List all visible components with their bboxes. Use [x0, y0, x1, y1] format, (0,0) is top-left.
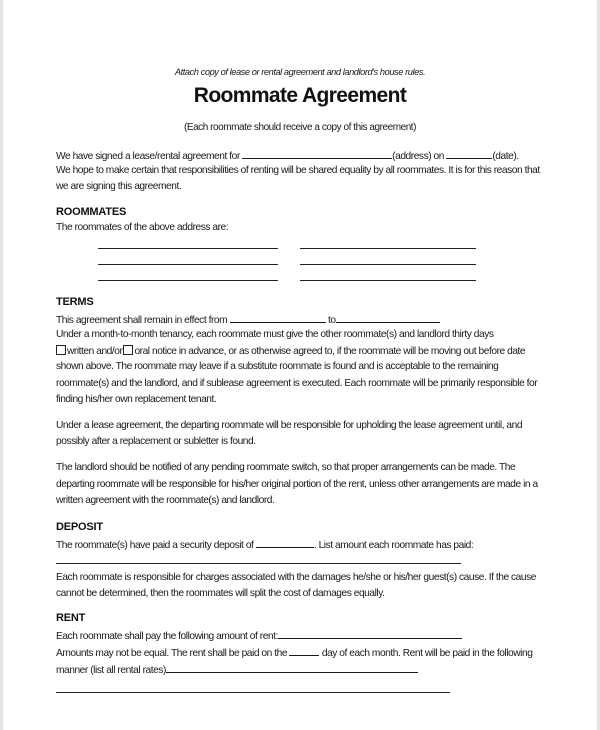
- deposit-heading: DEPOSIT: [56, 521, 103, 533]
- terms-line-6: finding his/her own replacement tenant.: [56, 394, 217, 405]
- start-date-blank[interactable]: [230, 313, 326, 323]
- terms-notice-line: [56, 345, 525, 358]
- terms-line-5: roommate(s) and the landlord, and if sublease agreement is executed. Each roommate will be primarily responsible for: [56, 378, 538, 389]
- roommates-heading: ROOMMATES: [56, 206, 127, 218]
- address-label: (address) on: [392, 151, 444, 162]
- terms-p3-line-1: The landlord should be notified of any pending roommate switch, so that proper arrangements can be made. The: [56, 462, 516, 473]
- rent-heading: RENT: [56, 612, 86, 624]
- terms-p2-line-1: Under a lease agreement, the departing roommate will be responsible for upholding the lease agreement until, and: [56, 420, 523, 431]
- page-title: Roommate Agreement: [193, 84, 407, 107]
- roommate-name-blank-6[interactable]: [300, 280, 476, 281]
- rent-day-suffix: day of each month. Rent will be paid in the following: [321, 648, 533, 659]
- rent-line-3: [56, 663, 418, 677]
- rent-manner-blank[interactable]: [166, 663, 418, 673]
- oral-notice-checkbox[interactable]: [123, 345, 133, 355]
- terms-effect-line: [56, 313, 440, 327]
- effect-to: to: [327, 315, 336, 326]
- intro-line-3: we are signing this agreement.: [56, 181, 182, 192]
- rent-amount-label: Each roommate shall pay the following amount of rent:: [56, 631, 278, 642]
- attachment-note: Attach copy of lease or rental agreement and landlord's house rules.: [174, 67, 426, 77]
- lease-prefix: We have signed a lease/rental agreement for: [56, 151, 240, 162]
- roommate-name-blank-2[interactable]: [300, 248, 476, 249]
- roommates-text: The roommates of the above address are:: [56, 222, 229, 233]
- rent-day-prefix: Amounts may not be equal. The rent shall be paid on the: [56, 648, 288, 659]
- terms-line-4: shown above. The roommate may leave if a substitute roommate is found and is acceptable to the remaining: [56, 361, 499, 372]
- deposit-list-blank[interactable]: [56, 563, 461, 564]
- address-blank[interactable]: [242, 149, 392, 159]
- rent-manner-label: manner (list all rental rates): [56, 665, 166, 676]
- rent-line-1: [56, 629, 462, 643]
- roommate-name-blank-4[interactable]: [300, 264, 476, 265]
- oral-label: oral notice in advance, or as otherwise agreed to, if the roommate will be moving out before date: [134, 346, 526, 357]
- deposit-suffix: . List amount each roommate has paid:: [313, 540, 474, 551]
- deposit-p2-line-1: Each roommate is responsible for charges associated with the damages he/she or his/her guest(s) cause. If the cause: [56, 572, 536, 583]
- roommate-name-blank-3[interactable]: [98, 264, 278, 265]
- effect-prefix: This agreement shall remain in effect from: [56, 315, 228, 326]
- written-notice-checkbox[interactable]: [56, 345, 66, 355]
- rent-line-2: [56, 646, 532, 660]
- deposit-line: [56, 538, 473, 552]
- page-subtitle: (Each roommate should receive a copy of this agreement): [183, 122, 417, 133]
- intro-line-2: We hope to make certain that responsibilities of renting will be shared equality by all roommates. It is for this reason that: [56, 165, 540, 176]
- written-label: written and/or: [67, 346, 123, 357]
- terms-line-2: Under a month-to-month tenancy, each roommate must give the other roommate(s) and landlord thirty days: [56, 329, 494, 340]
- intro-lease-line: [56, 149, 519, 163]
- roommate-name-blank-5[interactable]: [98, 280, 278, 281]
- date-label: (date).: [492, 151, 519, 162]
- terms-p3-line-2: departing roommate will be responsible for his/her original portion of the rent, unless other arrangements are made in a: [56, 479, 538, 490]
- terms-p2-line-2: possibly after a replacement or subletter is found.: [56, 436, 256, 447]
- roommate-name-blank-1[interactable]: [98, 248, 278, 249]
- deposit-p2-line-2: cannot be determined, then the roommates will split the cost of damages equally.: [56, 588, 385, 599]
- end-date-blank[interactable]: [336, 313, 440, 323]
- rent-day-blank[interactable]: [289, 646, 319, 656]
- rent-amount-blank[interactable]: [278, 629, 462, 639]
- terms-heading: TERMS: [56, 296, 94, 308]
- rent-rates-blank[interactable]: [56, 692, 450, 693]
- deposit-amount-blank[interactable]: [256, 538, 314, 548]
- deposit-prefix: The roommate(s) have paid a security deposit of: [56, 540, 254, 551]
- terms-p3-line-3: written agreement with the roommate(s) and landlord.: [56, 495, 275, 506]
- left-scroll-gutter: [0, 0, 3, 730]
- date-blank[interactable]: [446, 149, 492, 159]
